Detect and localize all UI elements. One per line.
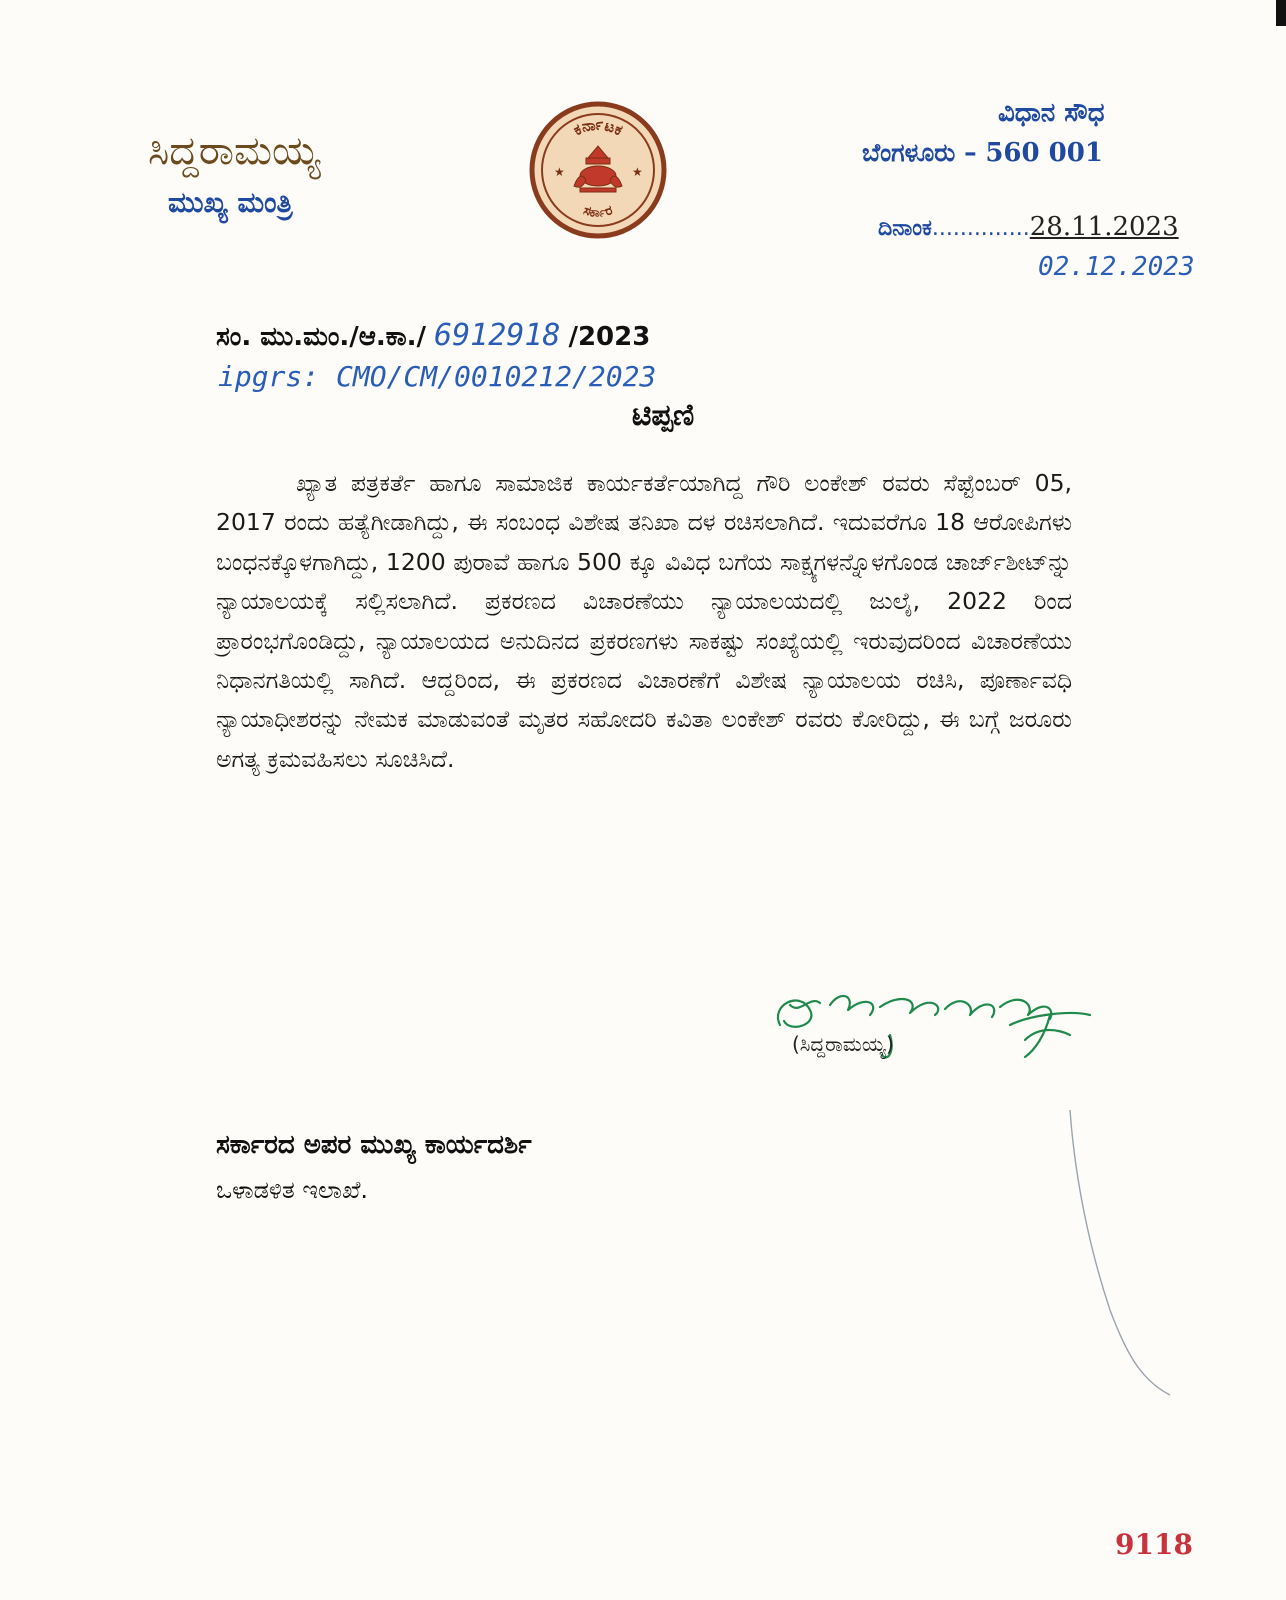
date-dots: .............. xyxy=(931,216,1030,241)
address-city-pin xyxy=(862,138,1103,168)
svg-text:★: ★ xyxy=(554,165,565,179)
address-city: ಬೆಂಗಳೂರು xyxy=(862,138,956,167)
address-pin: 560 001 xyxy=(985,138,1103,168)
ipgrs-reference-handwritten: ipgrs: CMO/CM/0010212/2023 xyxy=(218,360,657,393)
issuer-title: ಮುಖ್ಯ ಮಂತ್ರಿ xyxy=(168,186,293,219)
reference-number-handwritten: 6912918 xyxy=(434,318,561,353)
address-separator: – xyxy=(955,138,986,167)
addressee-title: ಸರ್ಕಾರದ ಅಪರ ಮುಖ್ಯ ಕಾರ್ಯದರ್ಶಿ xyxy=(216,1130,532,1160)
issuer-name: ಸಿದ್ದರಾಮಯ್ಯ xyxy=(148,128,321,174)
signatory-name: (ಸಿದ್ದರಾಮಯ್ಯ) xyxy=(792,1032,894,1056)
address-line: ವಿಧಾನ ಸೌಧ xyxy=(998,98,1105,128)
date-typed: 28.11.2023 xyxy=(1029,212,1179,242)
emblem-bottom-text: ಸರ್ಕಾರ xyxy=(581,203,615,221)
date-row xyxy=(878,212,1179,242)
date-handwritten: 02.12.2023 xyxy=(1038,252,1195,282)
karnataka-government-emblem-icon xyxy=(528,100,668,240)
note-body: ಖ್ಯಾತ ಪತ್ರಕರ್ತೆ ಹಾಗೂ ಸಾಮಾಜಿಕ ಕಾರ್ಯಕರ್ತೆಯಾಗಿದ್ದ ಗೌರಿ ಲಂಕೇಶ್ ರವರು ಸೆಪ್ಟೆಂಬರ್ 05, 2017 ರಂದು ಹತ್ಯೆಗೀಡಾಗಿದ್ದು, ಈ ಸಂಬಂಧ ವಿಶೇಷ ತನಿಖಾ ದಳ ರಚಿಸಲಾಗಿದೆ. ಇದುವರೆಗೂ 18 ಆರೋಪಿಗಳು ಬಂಧನಕ್ಕೊಳಗಾಗಿದ್ದು, 1200 ಪುರಾವೆ ಹಾಗೂ 500 ಕ್ಕೂ ವಿವಿಧ ಬಗೆಯ ಸಾಕ್ಷ್ಯಗಳನ್ನೊಳಗೊಂಡ ಚಾರ್ಜ್‌ಶೀಟ್‌ನ್ನು ನ್ಯಾಯಾಲಯಕ್ಕೆ ಸಲ್ಲಿಸಲಾಗಿದೆ. ಪ್ರಕರಣದ ವಿಚಾರಣೆಯು ನ್ಯಾಯಾಲಯದಲ್ಲಿ ಜುಲೈ, 2022 ರಿಂದ ಪ್ರಾರಂಭಗೊಂಡಿದ್ದು, ನ್ಯಾಯಾಲಯದ ಅನುದಿನದ ಪ್ರಕರಣಗಳು ಸಾಕಷ್ಟು ಸಂಖ್ಯೆಯಲ್ಲಿ ಇರುವುದರಿಂದ ವಿಚಾರಣೆಯು ನಿಧಾನಗತಿಯಲ್ಲಿ ಸಾಗಿದೆ. ಆದ್ದರಿಂದ, ಈ ಪ್ರಕರಣದ ವಿಚಾರಣೆಗೆ ವಿಶೇಷ ನ್ಯಾಯಾಲಯ ರಚಿಸಿ, ಪೂರ್ಣಾವಧಿ ನ್ಯಾಯಾಧೀಶರನ್ನು ನೇಮಕ ಮಾಡುವಂತೆ ಮೃತರ ಸಹೋದರಿ ಕವಿತಾ ಲಂಕೇಶ್ ರವರು ಕೋರಿದ್ದು, ಈ ಬಗ್ಗೆ ಜರೂರು ಅಗತ್ಯ ಕ್ರಮವಹಿಸಲು ಸೂಚಿಸಿದೆ. xyxy=(216,469,1072,773)
reference-prefix: ಸಂ. ಮು.ಮಂ./ಆ.ಕಾ./ xyxy=(216,322,427,352)
emblem-top-text: ಕರ್ನಾಟಕ xyxy=(570,115,626,140)
inward-stamp-number: 9118 xyxy=(1115,1528,1193,1561)
reference-number-row xyxy=(216,318,650,353)
reference-suffix: /2023 xyxy=(568,322,651,352)
svg-text:★: ★ xyxy=(632,165,643,179)
note-heading: ಟಿಪ್ಪಣಿ xyxy=(631,398,695,433)
addressee-department: ಒಳಾಡಳಿತ ಇಲಾಖೆ. xyxy=(216,1176,369,1204)
date-label: ದಿನಾಂಕ xyxy=(878,216,932,241)
